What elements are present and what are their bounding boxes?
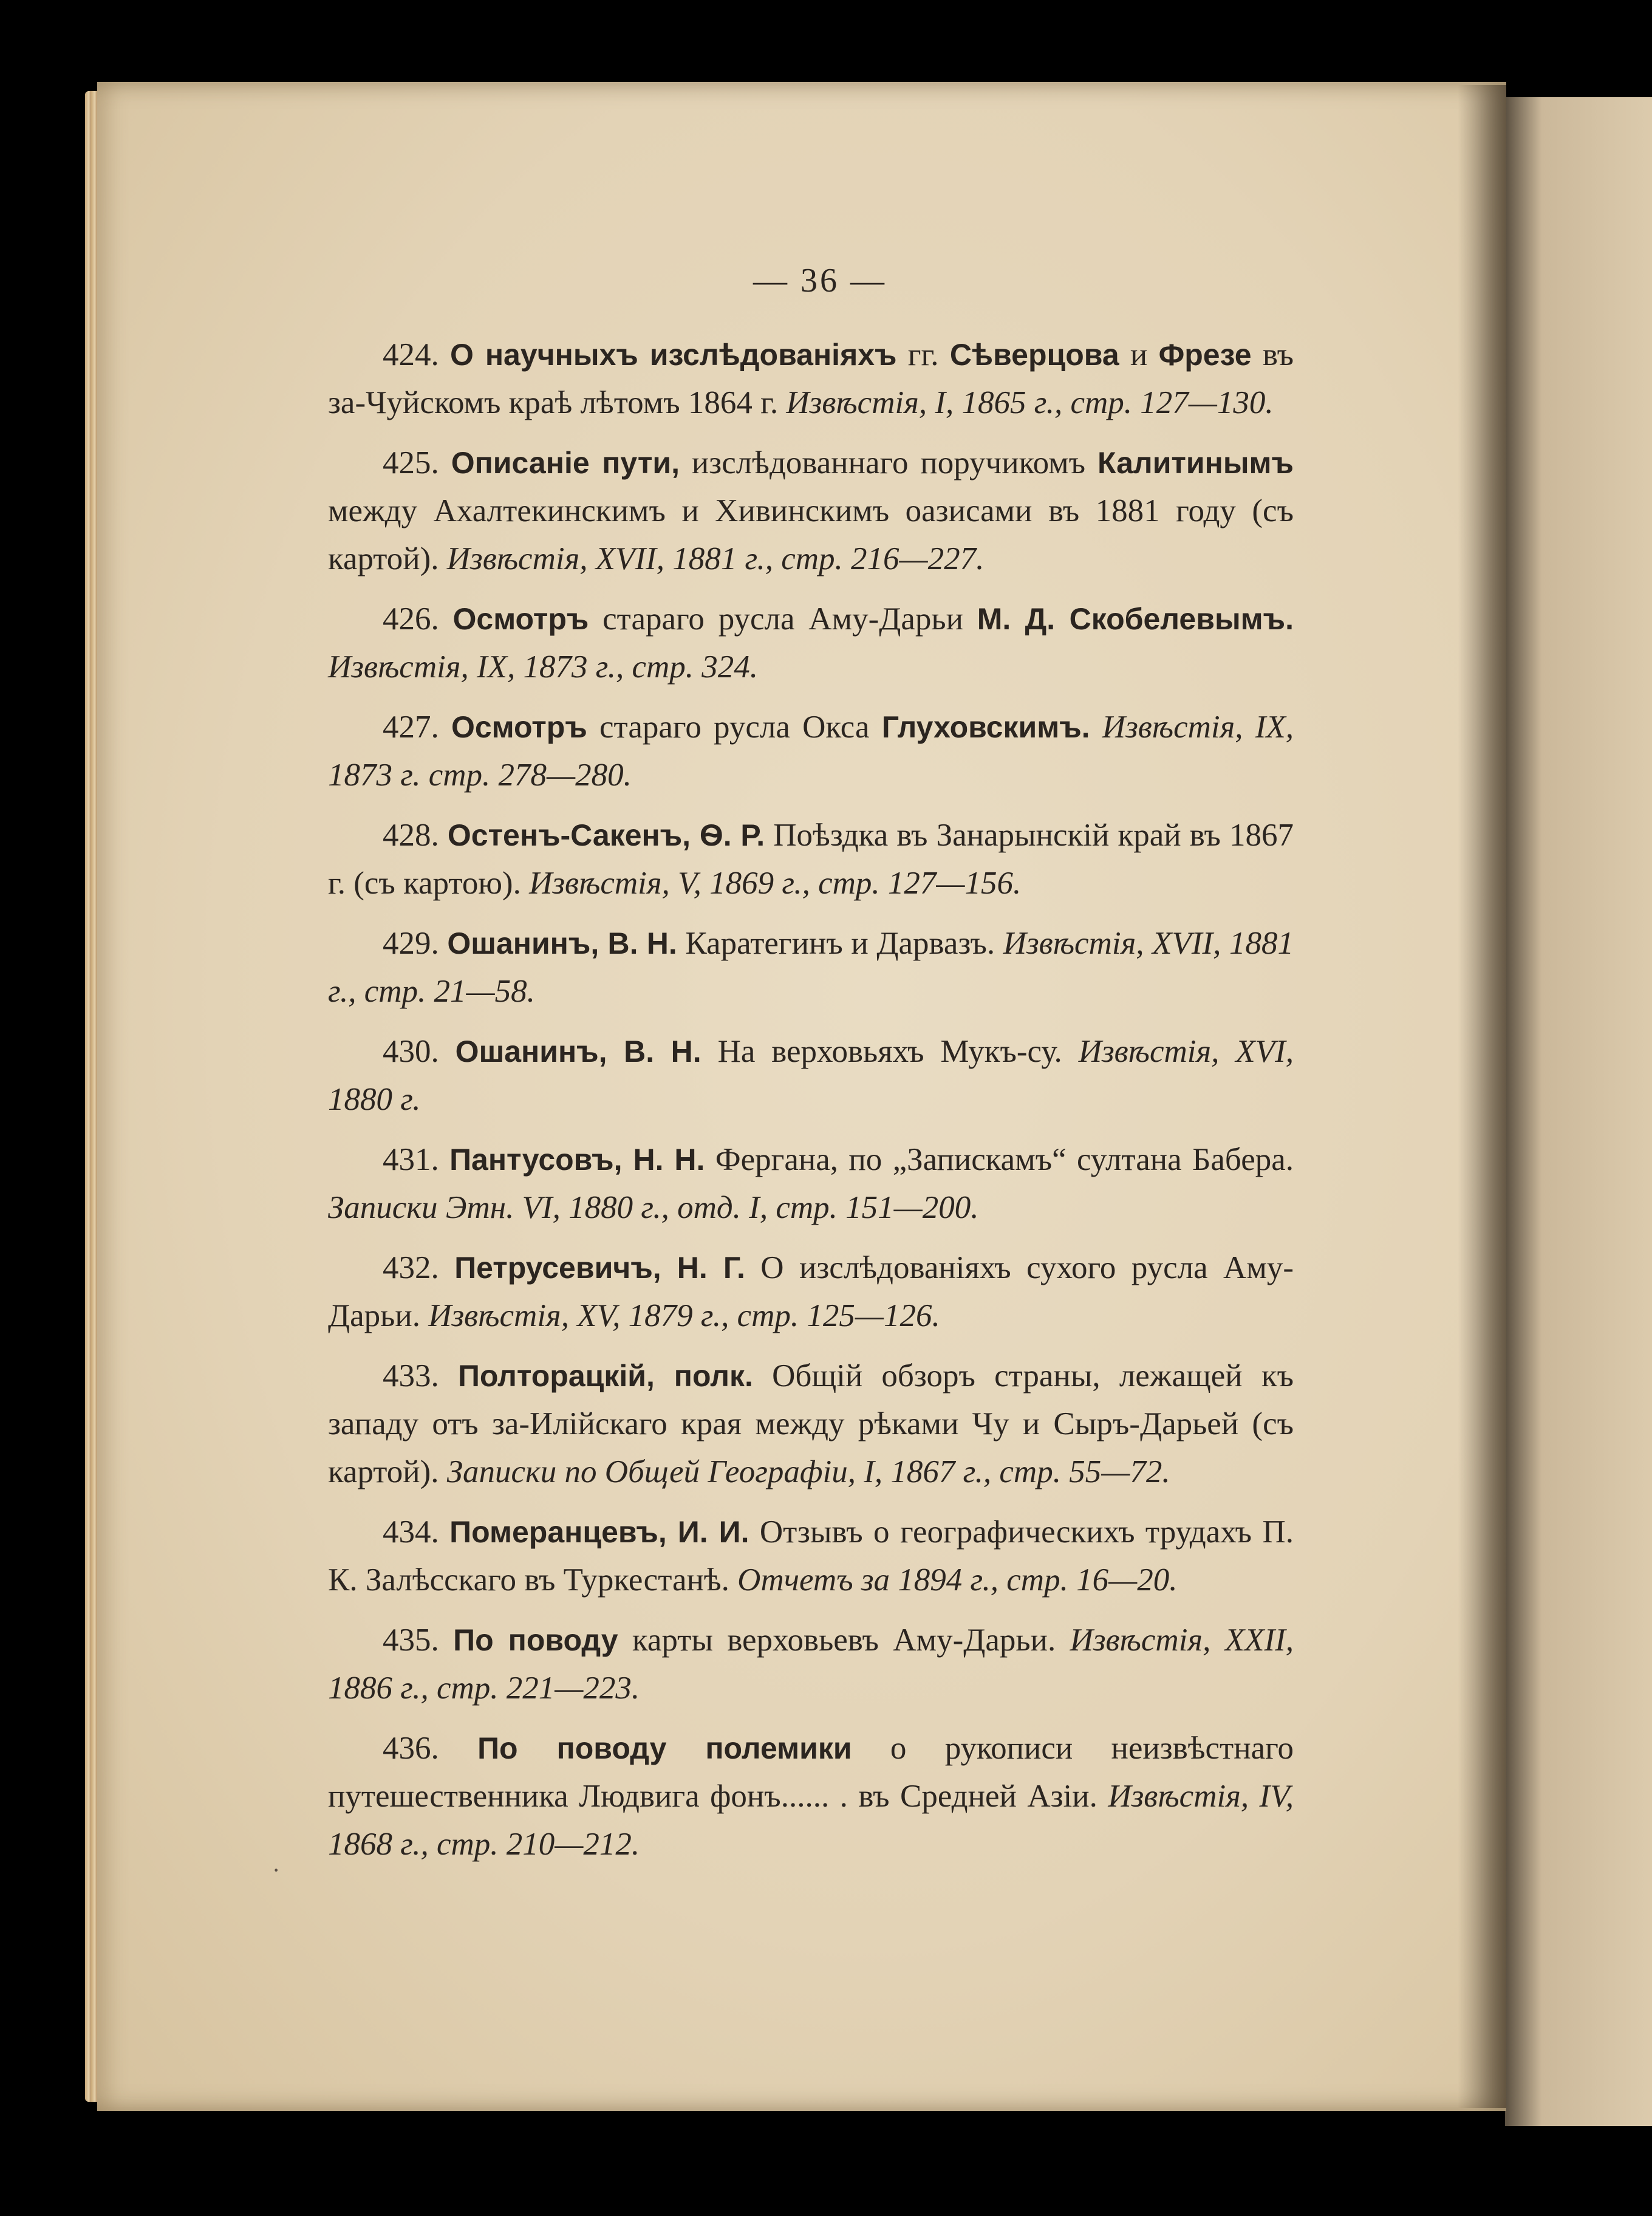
entry-citation: Извѣстія, IV, 1868 г., стр. 210—212.: [328, 1779, 1294, 1862]
book-gutter-shadow: [1458, 85, 1506, 2108]
entry-text: между Ахалтекинскимъ и Хивинскимъ оазисами въ 1881 году (съ картой).: [328, 493, 1294, 576]
entry-bold-text: Калитинымъ: [1097, 446, 1294, 480]
entry-citation: Извѣстія, IX, 1873 г., стр. 324.: [328, 649, 759, 685]
entry-bold-text: Пантусовъ, Н. Н.: [449, 1143, 705, 1177]
entry-text: 434.: [383, 1514, 450, 1550]
entry-citation: Извѣстія, XXII, 1886 г., стр. 221—223.: [328, 1623, 1294, 1706]
bibliography-entry: [328, 703, 1294, 799]
entry-text: 427.: [383, 710, 451, 745]
entry-citation: Извѣстія, XVII, 1881 г., стр. 216—227.: [446, 541, 985, 576]
entry-bold-text: Остенъ-Сакенъ, Ѳ. Р.: [447, 818, 765, 852]
entry-text: изслѣдованнаго поручикомъ: [679, 445, 1097, 480]
entry-citation: Извѣстія, XVI, 1880 г.: [328, 1034, 1294, 1117]
entry-text: На верховьяхъ Мукъ-су.: [701, 1034, 1079, 1069]
entry-bold-text: Сѣверцова: [949, 338, 1119, 372]
entry-bold-text: Полторацкій, полк.: [457, 1359, 753, 1393]
entry-bold-text: По поводу полемики: [477, 1731, 852, 1765]
entry-bold-text: Петрусевичъ, Н. Г.: [454, 1251, 745, 1285]
bibliography-list: [328, 331, 1294, 1881]
bibliography-entry: [328, 1028, 1294, 1124]
entry-text: о рукописи неизвѣстнаго путешественника Людвига фонъ...... . въ Средней Азіи.: [328, 1731, 1294, 1814]
margin-dot: ·: [272, 1856, 281, 1884]
bibliography-entry: [328, 595, 1294, 691]
bibliography-entry: [328, 1616, 1294, 1712]
bibliography-entry: [328, 439, 1294, 583]
entry-text: 433.: [383, 1358, 458, 1394]
entry-text: гг.: [896, 337, 950, 372]
entry-citation: Отчетъ за 1894 г., стр. 16—20.: [737, 1562, 1178, 1598]
entry-citation: Записки Этн. VI, 1880 г., отд. I, стр. 151—200.: [328, 1190, 979, 1225]
entry-text: [1090, 710, 1102, 745]
entry-text: стараго русла Окса: [587, 710, 882, 745]
entry-text: Поѣздка въ Занарынскій край въ 1867 г. (съ картою).: [328, 818, 1294, 901]
entry-text: 426.: [383, 601, 453, 637]
entry-citation: Извѣстія, V, 1869 г., стр. 127—156.: [529, 866, 1022, 901]
entry-bold-text: По поводу: [453, 1623, 618, 1657]
entry-bold-text: Фрезе: [1158, 338, 1252, 372]
entry-bold-text: Осмотръ: [452, 602, 589, 636]
entry-bold-text: Померанцевъ, И. И.: [449, 1515, 749, 1549]
entry-bold-text: М. Д. Скобелевымъ.: [977, 602, 1294, 636]
entry-citation: Записки по Общей Географіи, I, 1867 г., стр. 55—72.: [446, 1454, 1170, 1489]
entry-text: 428.: [383, 818, 448, 853]
entry-text: карты верховьевъ Аму-Дарьи.: [618, 1623, 1070, 1658]
page-number: — 36 —: [753, 262, 887, 299]
bibliography-entry: [328, 331, 1294, 427]
bibliography-entry: [328, 1508, 1294, 1604]
entry-text: 435.: [383, 1623, 454, 1658]
entry-bold-text: Ошанинъ, В. Н.: [447, 926, 677, 960]
bibliography-entry: [328, 1136, 1294, 1232]
entry-text: 425.: [383, 445, 451, 480]
entry-citation: Извѣстія, XV, 1879 г., стр. 125—126.: [428, 1298, 940, 1333]
entry-text: 436.: [383, 1731, 478, 1766]
entry-text: 432.: [383, 1250, 455, 1285]
entry-text: 430.: [383, 1034, 456, 1069]
entry-citation: Извѣстія, I, 1865 г., стр. 127—130.: [786, 385, 1274, 420]
entry-text: 429.: [383, 926, 448, 961]
entry-text: въ за-Чуйскомъ краѣ лѣтомъ 1864 г.: [328, 337, 1294, 420]
entry-text: Общій обзоръ страны, лежащей къ западу отъ за-Илійскаго края между рѣками Чу и Сыръ-Дарьей (съ картой).: [328, 1358, 1294, 1489]
bibliography-entry: [328, 1352, 1294, 1496]
entry-bold-text: О научныхъ изслѣдованіяхъ: [450, 338, 897, 372]
facing-page-edge: [1505, 97, 1652, 2126]
entry-text: О изслѣдованіяхъ сухого русла Аму-Дарьи.: [328, 1250, 1294, 1333]
bibliography-entry: [328, 1244, 1294, 1340]
entry-bold-text: Ошанинъ, В. Н.: [455, 1034, 701, 1069]
entry-text: стараго русла Аму-Дарьи: [589, 601, 977, 637]
entry-bold-text: Осмотръ: [451, 710, 587, 744]
entry-text: 424.: [383, 337, 451, 372]
entry-text: 431.: [383, 1142, 450, 1177]
entry-text: Каратегинъ и Дарвазъ.: [677, 926, 1003, 961]
bibliography-entry: [328, 812, 1294, 908]
entry-bold-text: Описаніе пути,: [451, 446, 680, 480]
bibliography-entry: [328, 1725, 1294, 1869]
entry-citation: Извѣстія, IX, 1873 г. стр. 278—280.: [328, 710, 1294, 793]
bibliography-entry: [328, 920, 1294, 1016]
entry-citation: Извѣстія, XVII, 1881 г., стр. 21—58.: [328, 926, 1294, 1009]
entry-text: и: [1119, 337, 1159, 372]
entry-text: Фергана, по „Запискамъ“ султана Бабера.: [705, 1142, 1294, 1177]
entry-bold-text: Глуховскимъ.: [881, 710, 1090, 744]
entry-text: Отзывъ о географическихъ трудахъ П. К. Залѣсскаго въ Туркестанѣ.: [328, 1514, 1294, 1598]
